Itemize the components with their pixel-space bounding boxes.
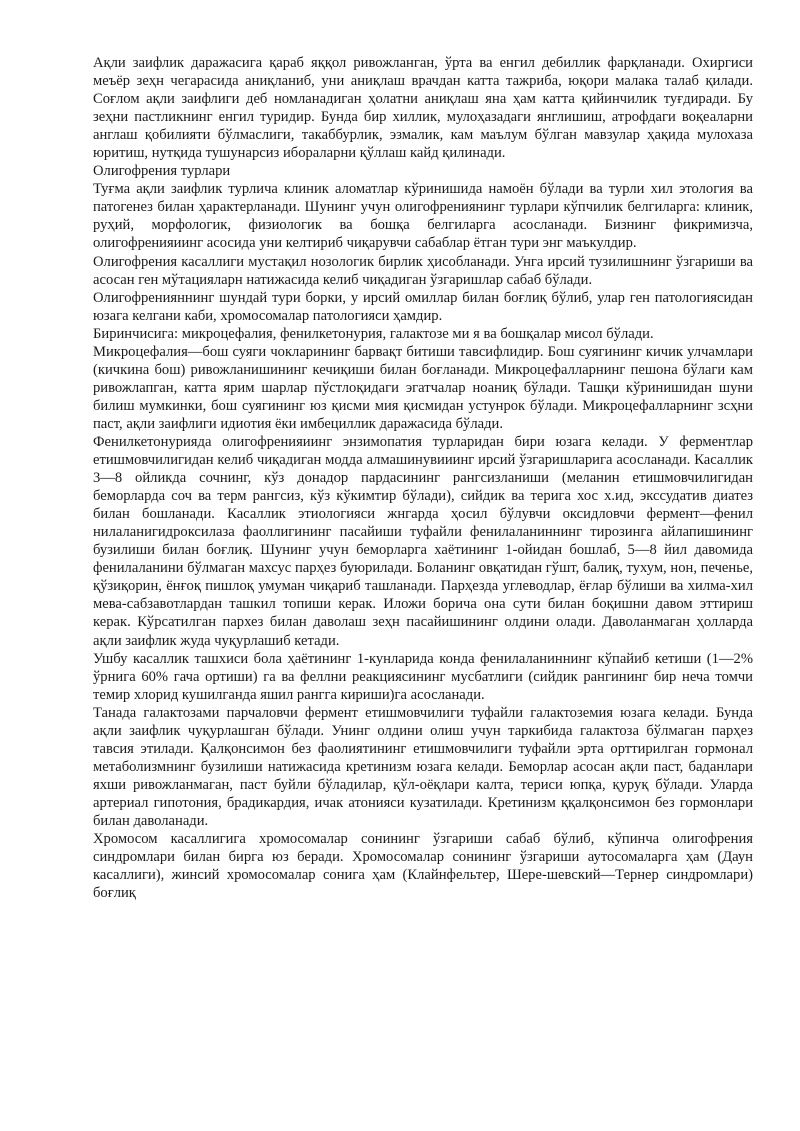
paragraph-phenylketonuria: Фенилкетонурияда олигофренияиинг энзимопатия турларидан бири юзага келади. У ферментлар етишмовчилигидан келиб чиқадиган модда алмашинувииинг ирсий ўзгаришларига асосланади. Касаллик 3—8 ойликда сочнинг, кўз донадор пардасининг рангсизланиши (меланин етишмовчилигидан беморларда соч ва терм рангсиз, кўз кўкимтир бўлади), сийдик ва терига хос х.ид, экссудатив диатез билан бошланади. Касаллик этиологияси жнгарда ҳосил бўлувчи оксидловчи фермент—фенил нилаланигидроксилаза фаоллигининг пасайиши туфайли фенилаланиннинг тирозинга айлапишининг бузилиши билан боғлиқ. Шунинг учун беморларга хаётининг 1-ойидан бошлаб, 5—8 йил давомида фенилаланини бўлмаган махсус парҳез буюрилади. Боланинг овқатидан гўшт, балиқ, тухум, нон, печенье, қўзиқорин, ёнғоқ пишлоқ умуман чиқариб ташланади. Парҳезда углеводлар, ёғлар бўлиши ва хилма-хил мева-сабзавотлардан ташкил топиши керак. Иложи борича она сути билан боқишни давом эттириш керак. Кўрсатилган пархез билан даволаш зеҳн пасайишининг олдини олади. Даволанмаган ҳолларда ақли заифлик жуда чуқурлашиб кетади.: [93, 433, 753, 649]
document-page: [93, 54, 753, 902]
paragraph-types: Туғма ақли заифлик турлича клиник аломатлар кўринишида намоён бўлади ва турли хил этология ва патогенез билан ҳарактерланади. Шунинг учун олигофрениянинг турлари кўпчилик белгиларга: клиник, руҳий, морфологик, физиологик ва бошқа белгиларга асосланади. Бизнинг фикримизча, олигофренияиинг асосида уни келтириб чиқарувчи сабаблар ётган тури энг маъкулдир.: [93, 181, 753, 252]
paragraph-nosology: Олигофрения касаллиги мустақил нозологик бирлик ҳисобланади. Унга ирсий тузилишнинг ўзгариши ва асосан ген мўтацияларн натижасида келиб чиқадиган ўзгаришлар сабаб бўлади.: [93, 253, 753, 288]
paragraph-diagnosis: Ушбу касаллик ташхиси бола ҳаётининг 1-кунларида конда фенилаланиннинг кўпайиб кетиши (1—2% ўрнига 60% гача ортиши) га ва феллни реакциясининг мусбатлиги (сийдик рангининг бир неча томчи темир хлорид кушилганда яшил рангга кириши)га асосланади.: [93, 650, 753, 703]
paragraph-chromosomal: Хромосом касаллигига хромосомалар сонининг ўзгариши сабаб бўлиб, кўпинча олигофрения синдромлари билан бирга юз беради. Хромосомалар сонининг ўзгариши аутосомаларга ҳам (Даун касаллиги), жинсий хромосомалар сонига ҳам (Клайнфельтер, Шере-шевский—Тернер синдромлари) боғлиқ: [93, 831, 753, 902]
section-heading: Олигофрения турлари: [93, 163, 231, 180]
paragraph-microcephaly: Микроцефалия—бош суяги чокларининг барвақт битиши тавсифлидир. Бош суягининг кичик улчамлари (кичкина бош) ривожланишининг кечиқиши билан боғланади. Микроцефалларнинг пешона бўлаги кам ривожлапган, катта ярим шарлар пўстлоқидаги эгатчалар ноаниқ бўлади. Ташқи кўринишидан шуни билиш мумкинки, бош суягининг юз қисми мия қисмидан устунрок бўлади. Микроцефалларнинг зсҳни паст, ақли заифлиги идиотия ёки имбециллик даражасида бўлади.: [93, 343, 753, 432]
paragraph-galactosemia: Танада галактозами парчаловчи фермент етишмовчилиги туфайли галактоземия юзага келади. Бунда ақли заифлик чуқурлашган бўлади. Унинг олдини олиш учун таркибида галактоза бўлмаган парҳез тавсия этилади. Қалқонсимон без фаолиятининг етишмовчилиги туфайли эрта орттирилган гормонал метаболизмнинг бузилиши натижасида кретинизм юзага келади. Беморлар асосан ақли паст, баданлари яхши ривожланмаган, паст буйли бўладилар, қўл-оёқлари калта, териси юпқа, қуруқ бўлади. Уларда артериал гипотония, брадикардия, ичак атонияси кузатилади. Кретинизм ққалқонсимон без гормонлари билан даволанади.: [93, 704, 753, 829]
paragraph-hereditary: Олигофренияннинг шундай тури борки, у ирсий омиллар билан боғлиқ бўлиб, улар ген патологиясидан юзага келгани каби, хромосомалар патологияси ҳамдир.: [93, 289, 753, 324]
paragraph-intro: Ақли заифлик даражасига қараб яққол ривожланган, ўрта ва енгил дебиллик фарқланади. Охиргиси меъёр зеҳн чегарасида аниқланиб, уни аниқлаш врачдан катта тажриба, юқори малака талаб қилади. Соғлом ақли заифлиги деб номланадиган ҳолатни аниқлаш яна ҳам катта қийинчилик туғдиради. Бу зеҳни пастликнинг енгил туридир. Бунда бир хиллик, мулоҳазадаги янглишиш, атрофдаги воқеаларни англаш қобилияти бўлмаслиги, такаббурлик, эзмалик, кам маълум бўлган мавзулар ҳақида мулохаза юритиш, нутқида тушунарсиз ибораларни қўллаш кайд қилинади.: [93, 55, 753, 162]
paragraph-examples: Биринчисига: микроцефалия, фенилкетонурия, галактозе ми я ва бошқалар мисол бўлади.: [93, 325, 654, 342]
